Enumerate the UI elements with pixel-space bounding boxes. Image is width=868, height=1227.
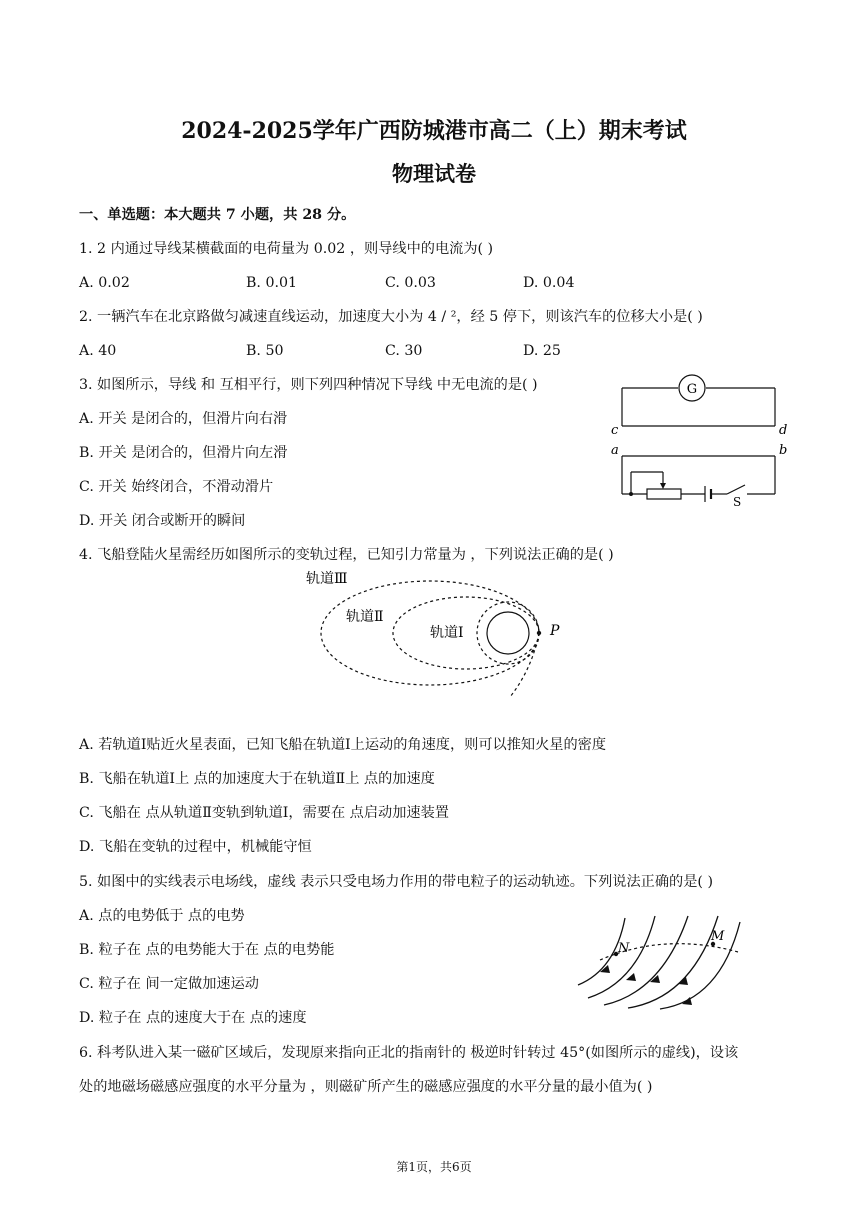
q3-stem: 3. 如图所示，导线 和 互相平行，则下列四种情况下导线 中无电流的是( ) (79, 377, 538, 393)
q1-option-b: B. 0.01 (246, 275, 298, 291)
switch-label: S (733, 495, 742, 509)
q1-option-a: A. 0.02 (79, 275, 130, 291)
q1-stem: 1. 2 内通过导线某横截面的电荷量为 0.02 ，则导线中的电流为( ) (79, 241, 494, 257)
exam-subtitle: 物理试卷 (392, 161, 476, 186)
point-p-label: P (550, 623, 560, 639)
q2-option-c: C. 30 (385, 343, 423, 359)
point-n-label: N (618, 941, 630, 956)
field-line (588, 916, 655, 998)
field-line (628, 916, 718, 1008)
q5-stem: 5. 如图中的实线表示电场线，虚线 表示只受电场力作用的带电粒子的运动轨迹。下列说法正确的是( ) (79, 874, 714, 890)
orbit-2 (393, 597, 539, 669)
q5-option-a: A. 点的电势低于 点的电势 (79, 908, 245, 924)
q4-option-b: B. 飞船在轨道Ⅰ上 点的加速度大于在轨道Ⅱ上 点的加速度 (79, 771, 435, 787)
q2-option-b: B. 50 (246, 343, 284, 359)
q1-option-d: D. 0.04 (523, 275, 575, 291)
q4-option-d: D. 飞船在变轨的过程中，机械能守恒 (79, 839, 312, 855)
orbit-1-label: 轨道Ⅰ (430, 625, 464, 641)
field-line (660, 922, 740, 1009)
approach-trajectory (510, 633, 539, 697)
label-a: a (611, 443, 619, 458)
q5-option-c: C. 粒子在 间一定做加速运动 (79, 976, 259, 992)
q3-option-d: D. 开关 闭合或断开的瞬间 (79, 513, 246, 529)
orbit-2-label: 轨道Ⅱ (346, 609, 384, 625)
q2-option-d: D. 25 (523, 343, 561, 359)
orbit-3-label: 轨道Ⅲ (306, 571, 348, 587)
q3-option-a: A. 开关 是闭合的，但滑片向右滑 (79, 411, 288, 427)
field-arrow (678, 977, 688, 985)
mars-planet (487, 612, 529, 654)
orbit-diagram (300, 565, 580, 700)
label-b: b (779, 443, 788, 458)
rheostat (647, 489, 681, 499)
section-heading: 一、单选题：本大题共 7 小题，共 28 分。 (79, 207, 356, 223)
q3-option-b: B. 开关 是闭合的，但滑片向左滑 (79, 445, 288, 461)
switch-blade (727, 485, 745, 494)
q5-option-d: D. 粒子在 点的速度大于在 点的速度 (79, 1010, 307, 1026)
q6-line2: 处的地磁场磁感应强度的水平分量为 ，则磁矿所产生的磁感应强度的水平分量的最小值为( ) (79, 1079, 653, 1095)
q4-stem: 4. 飞船登陆火星需经历如图所示的变轨过程，已知引力常量为 ，下列说法正确的是( ) (79, 547, 614, 563)
q3-option-c: C. 开关 始终闭合，不滑动滑片 (79, 479, 274, 495)
point-m-label: M (711, 929, 725, 944)
q5-option-b: B. 粒子在 点的电势能大于在 点的电势能 (79, 942, 335, 958)
page-footer: 第1页，共6页 (396, 1160, 472, 1174)
electric-field-diagram (570, 910, 750, 1010)
label-d: d (779, 423, 788, 438)
galvanometer-label: G (686, 382, 698, 397)
field-line (604, 916, 688, 1005)
q2-stem: 2. 一辆汽车在北京路做匀减速直线运动，加速度大小为 4 / ²，经 5 停下，则该汽车的位移大小是( ) (79, 309, 703, 325)
field-arrow (626, 973, 636, 981)
slider-arrowhead (660, 483, 666, 489)
point-p-dot (537, 631, 541, 635)
q4-option-c: C. 飞船在 点从轨道Ⅱ变轨到轨道Ⅰ，需要在 点启动加速装置 (79, 805, 449, 821)
q1-option-c: C. 0.03 (385, 275, 436, 291)
q2-option-a: A. 40 (79, 343, 117, 359)
label-c: c (611, 423, 619, 438)
q4-option-a: A. 若轨道Ⅰ贴近火星表面，已知飞船在轨道Ⅰ上运动的角速度，则可以推知火星的密度 (79, 737, 607, 753)
orbit-1 (477, 602, 539, 664)
exam-title: 2024-2025学年广西防城港市高二（上）期末考试 (181, 118, 687, 144)
circuit-diagram (605, 372, 795, 512)
q6-line1: 6. 科考队进入某一磁矿区域后，发现原来指向正北的指南针的 极逆时针转过 45°(如图所示的虚线)，设该 (79, 1045, 739, 1061)
